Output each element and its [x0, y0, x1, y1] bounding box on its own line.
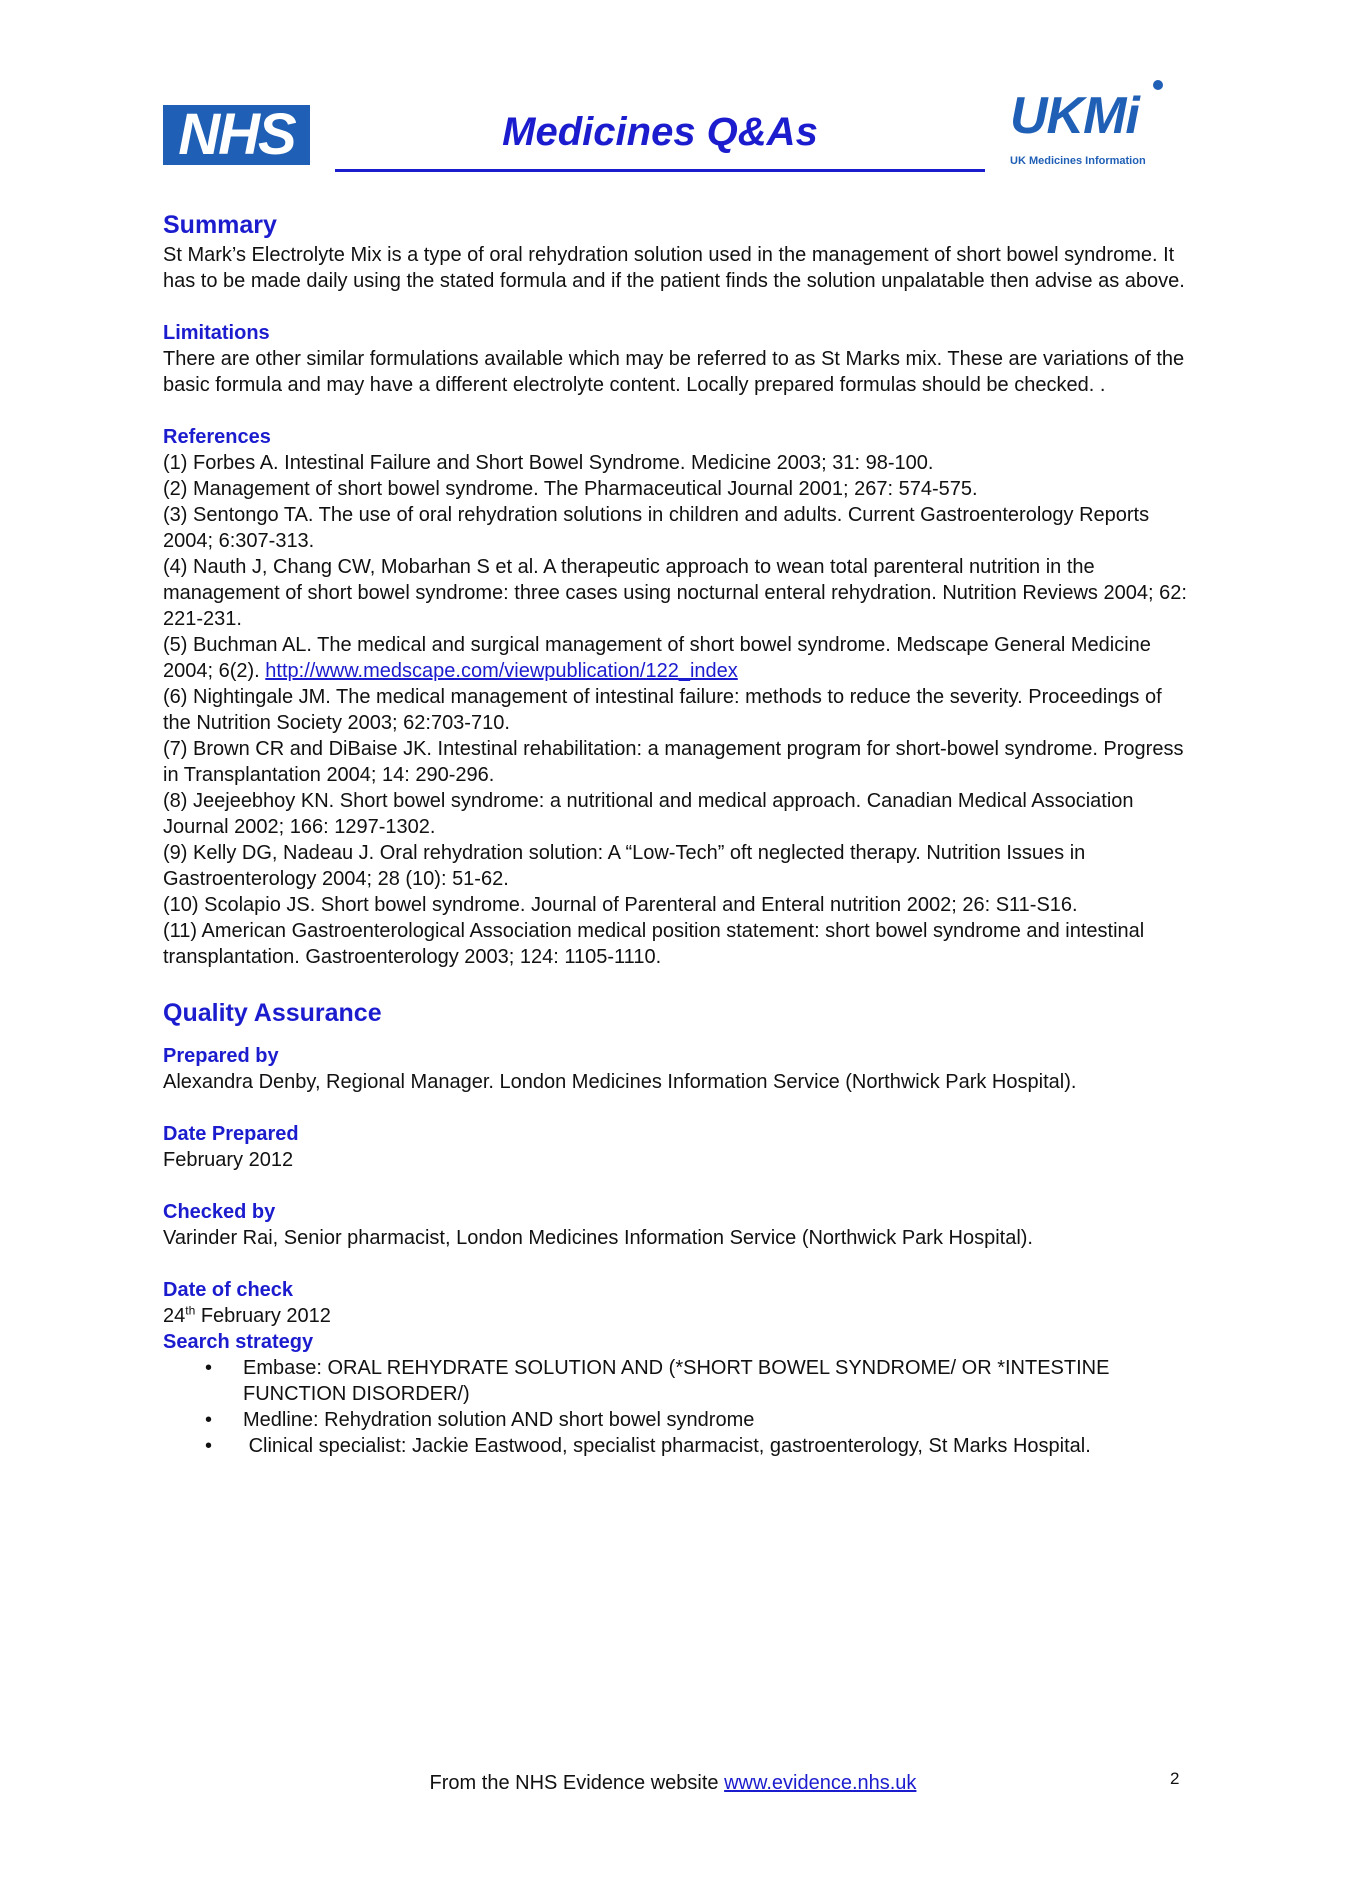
ukmi-logo-dot	[1153, 80, 1163, 90]
search-strategy-list	[163, 1355, 1193, 1459]
bullet-icon: •	[205, 1357, 213, 1379]
ukmi-logo	[1010, 80, 1170, 170]
references-list	[163, 450, 1193, 970]
bullet-icon: •	[205, 1409, 213, 1431]
date-of-check-suffix: th	[185, 1303, 196, 1318]
reference-item: (9) Kelly DG, Nadeau J. Oral rehydration solution: A “Low-Tech” oft neglected therapy. Nutrition Issues in Gastroenterology 2004; 28 (10): 51-62.	[163, 842, 1086, 890]
page-title: Medicines Q&As	[502, 110, 818, 154]
evidence-link[interactable]: www.evidence.nhs.uk	[724, 1772, 917, 1794]
date-prepared-value: February 2012	[163, 1149, 294, 1171]
date-of-check-value	[163, 1303, 1193, 1329]
list-item-text: Clinical specialist: Jackie Eastwood, specialist pharmacist, gastroenterology, St Marks Hospital.	[243, 1435, 1091, 1457]
summary-text: St Mark’s Electrolyte Mix is a type of oral rehydration solution used in the management of short bowel syndrome. It has to be made daily using the stated formula and if the patient finds the solution unpalatable then advise as above.	[163, 244, 1185, 292]
limitations-text: There are other similar formulations available which may be referred to as St Marks mix. These are variations of the basic formula and may have a different electrolyte content. Locally prepared formulas should be checked. .	[163, 348, 1185, 396]
date-of-check-rest: February 2012	[195, 1305, 331, 1327]
list-item	[163, 1433, 1193, 1459]
quality-assurance-heading: Quality Assurance	[163, 999, 382, 1027]
limitations-heading: Limitations	[163, 322, 270, 344]
checked-by-label: Checked by	[163, 1201, 276, 1223]
page-number: 2	[1170, 1769, 1180, 1788]
nhs-logo: NHS	[163, 105, 310, 165]
summary-heading: Summary	[163, 211, 277, 239]
prepared-by-label: Prepared by	[163, 1045, 279, 1067]
page-footer	[0, 1770, 1346, 1796]
reference-item: (4) Nauth J, Chang CW, Mobarhan S et al. A therapeutic approach to wean total parenteral nutrition in the management of short bowel syndrome: three cases using nocturnal enteral rehydration. Nutrition Reviews 2004; 62: 221-231.	[163, 556, 1187, 630]
date-of-check-day: 24	[163, 1305, 186, 1327]
medscape-link[interactable]: http://www.medscape.com/viewpublication/122_index	[265, 660, 738, 682]
reference-item-5	[163, 632, 1193, 684]
bullet-icon: •	[205, 1435, 213, 1457]
prepared-by-value: Alexandra Denby, Regional Manager. London Medicines Information Service (Northwick Park Hospital).	[163, 1071, 1077, 1093]
list-item-text: Medline: Rehydration solution AND short bowel syndrome	[243, 1409, 755, 1431]
reference-item: (10) Scolapio JS. Short bowel syndrome. Journal of Parenteral and Enteral nutrition 2002; 26: S11-S16.	[163, 894, 1078, 916]
ukmi-logo-text: UKMi	[1010, 87, 1139, 145]
date-prepared-label: Date Prepared	[163, 1123, 299, 1145]
reference-item: (11) American Gastroenterological Association medical position statement: short bowel syndrome and intestinal transplantation. Gastroenterology 2003; 124: 1105-1110.	[163, 920, 1145, 968]
reference-item: (1) Forbes A. Intestinal Failure and Short Bowel Syndrome. Medicine 2003; 31: 98-100.	[163, 452, 934, 474]
list-item-text: Embase: ORAL REHYDRATE SOLUTION AND (*SHORT BOWEL SYNDROME/ OR *INTESTINE FUNCTION DISORDER/)	[243, 1357, 1110, 1405]
reference-item: (8) Jeejeebhoy KN. Short bowel syndrome: a nutritional and medical approach. Canadian Medical Association Journal 2002; 166: 1297-1302.	[163, 790, 1134, 838]
date-of-check-label: Date of check	[163, 1279, 294, 1301]
reference-item: (3) Sentongo TA. The use of oral rehydration solutions in children and adults. Current Gastroenterology Reports 2004; 6:307-313.	[163, 504, 1150, 552]
reference-item: (2) Management of short bowel syndrome. The Pharmaceutical Journal 2001; 267: 574-575.	[163, 478, 978, 500]
title-underline	[335, 169, 985, 172]
search-strategy-label: Search strategy	[163, 1331, 314, 1353]
list-item	[163, 1355, 1193, 1407]
ukmi-logo-subtitle: UK Medicines Information	[1010, 155, 1146, 167]
main-content	[163, 208, 1193, 1459]
footer-text: From the NHS Evidence website	[429, 1772, 725, 1794]
reference-item: (7) Brown CR and DiBaise JK. Intestinal rehabilitation: a management program for short-bowel syndrome. Progress in Transplantation 2004; 14: 290-296.	[163, 738, 1184, 786]
references-heading: References	[163, 426, 271, 448]
reference-item: (6) Nightingale JM. The medical management of intestinal failure: methods to reduce the severity. Proceedings of the Nutrition Society 2003; 62:703-710.	[163, 686, 1162, 734]
list-item	[163, 1407, 1193, 1433]
reference-item-text: (5) Buchman AL. The medical and surgical management of short bowel syndrome. Medscape General Medicine 2004; 6(2).	[163, 634, 1151, 682]
checked-by-value: Varinder Rai, Senior pharmacist, London Medicines Information Service (Northwick Park Hospital).	[163, 1227, 1033, 1249]
